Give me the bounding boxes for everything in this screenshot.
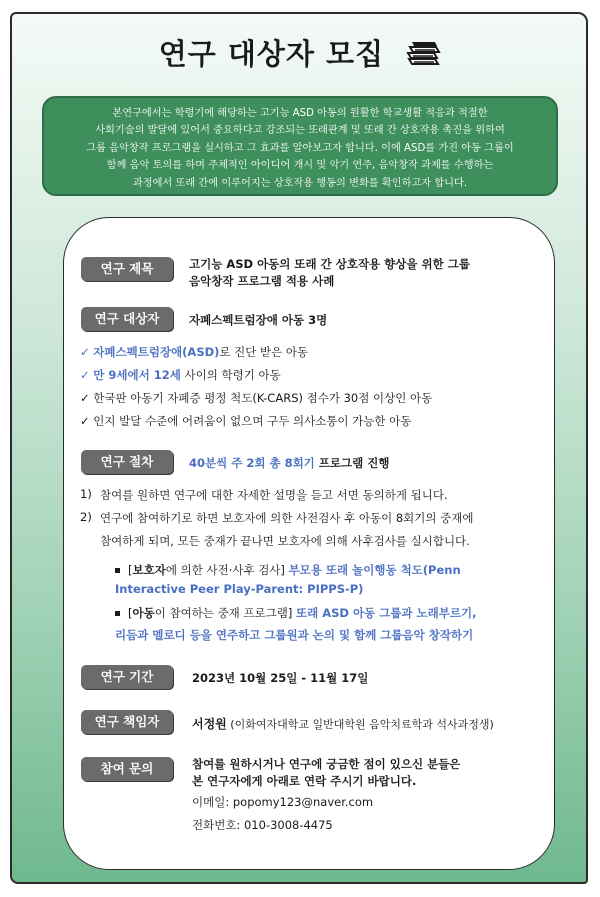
criteria-text: 사이의 학령기 아동 (180, 368, 281, 382)
contact-line2: 본 연구자에게 아래로 연락 주시기 바랍니다. (192, 774, 417, 788)
bullet-continuation: 리듬과 멜로디 등을 연주하고 그룹원과 논의 및 함께 그룹음악 창작하기 (115, 628, 474, 642)
intro-box (42, 96, 558, 196)
step-text: 연구에 참여하기로 하면 보호자에 의한 사전검사 후 아동이 8회기의 중재에 (100, 511, 474, 525)
bullet-item (115, 605, 476, 621)
study-title-line1: 고기능 ASD 아동의 또래 간 상호작용 향상을 위한 그룹 (189, 257, 470, 271)
contact-tag: 참여 문의 (81, 757, 173, 781)
step-text: 참여하게 되며, 모든 중재가 끝나면 보호자에 의해 사후검사를 실시합니다. (100, 534, 470, 548)
contact-email[interactable]: 이메일: popomy123@naver.com (192, 795, 374, 809)
bullet-text: [ (128, 606, 133, 620)
step-item (80, 510, 474, 525)
step-number: 2) (80, 510, 92, 524)
procedure-highlight: 40분씩 주 2회 총 8회기 (189, 456, 315, 470)
criteria-text: 한국판 아동기 자폐증 평정 척도(K-CARS) 점수가 30점 이상인 아동 (93, 391, 433, 405)
square-bullet-icon (115, 568, 120, 573)
pi-tag: 연구 책임자 (81, 710, 173, 734)
bullet-highlight: 부모용 또래 놀이행동 척도(Penn (288, 563, 461, 577)
criteria-text: 로 진단 받은 아동 (219, 345, 309, 359)
pi-name: 서정원 (192, 717, 227, 731)
criteria-item (80, 367, 281, 383)
pi-info (192, 715, 494, 732)
bullet-text: [ (128, 563, 133, 577)
books-icon (405, 39, 441, 74)
step-text: 참여를 원하면 연구에 대한 자세한 설명을 듣고 서면 동의하게 됩니다. (100, 488, 448, 502)
contact-line1: 참여를 원하시거나 연구에 궁금한 점이 있으신 분들은 (192, 757, 461, 771)
page-title (0, 32, 600, 74)
bullet-continuation: Interactive Peer Play-Parent: PIPPS-P) (115, 582, 364, 596)
criteria-text: 인지 발달 수준에 어려움이 없으며 구두 의사소통이 가능한 아동 (93, 414, 412, 428)
procedure-tag: 연구 절차 (81, 450, 173, 474)
criteria-item (80, 413, 411, 429)
study-title-line2: 음악창작 프로그램 적용 사례 (189, 274, 335, 288)
criteria-highlight: 자폐스펙트럼장애(ASD) (93, 345, 220, 359)
criteria-highlight: 만 9세에서 12세 (93, 368, 181, 382)
subject-tag: 연구 대상자 (81, 307, 173, 331)
bullet-bold: 아동 (132, 606, 155, 620)
intro-line: 그룹 음악창작 프로그램을 실시하고 그 효과를 알아보고자 합니다. 이에 ASD를 가진 아동 그룹이 (86, 142, 514, 154)
check-icon: ✓ (80, 391, 90, 405)
contact-phone[interactable]: 전화번호: 010-3008-4475 (192, 818, 333, 832)
step-item (80, 487, 448, 502)
bullet-item (115, 562, 461, 578)
title-tag: 연구 제목 (81, 257, 173, 281)
procedure-rest: 프로그램 진행 (314, 456, 390, 470)
intro-line: 사회기술의 발달에 있어서 중요하다고 강조되는 또래관계 및 또래 간 상호작용 촉진을 위하여 (95, 125, 505, 137)
page-title-text: 연구 대상자 모집 (158, 37, 385, 71)
period-value: 2023년 10월 25일 - 11월 17일 (192, 671, 369, 685)
bullet-highlight: 또래 ASD 아동 그룹과 노래부르기, (296, 606, 477, 620)
check-icon: ✓ (80, 368, 90, 382)
check-icon: ✓ (80, 345, 90, 359)
intro-line: 함께 음악 토의를 하며 주체적인 아이디어 개시 및 악기 연주, 음악창작 과제를 수행하는 (106, 160, 494, 172)
square-bullet-icon (115, 611, 120, 616)
check-icon: ✓ (80, 414, 90, 428)
bullet-bold: 보호자 (132, 563, 166, 577)
intro-line: 본연구에서는 학령기에 해당하는 고기능 ASD 아동의 원활한 학교생활 적응과 적절한 (112, 108, 488, 119)
pi-affiliation: (이화여자대학교 일반대학원 음악치료학과 석사과정생) (226, 718, 494, 731)
step-number: 1) (80, 487, 92, 501)
bullet-text: 에 의한 사전·사후 검사] (165, 563, 289, 577)
bullet-text: 이 참여하는 중재 프로그램] (154, 606, 297, 620)
procedure-summary (189, 455, 389, 471)
criteria-item (80, 390, 432, 406)
subject-value: 자폐스펙트럼장애 아동 3명 (189, 313, 328, 327)
intro-line: 과정에서 또래 간에 이루어지는 상호작용 행동의 변화를 확인하고자 합니다. (132, 177, 468, 189)
period-tag: 연구 기간 (81, 665, 173, 689)
criteria-item (80, 344, 308, 360)
